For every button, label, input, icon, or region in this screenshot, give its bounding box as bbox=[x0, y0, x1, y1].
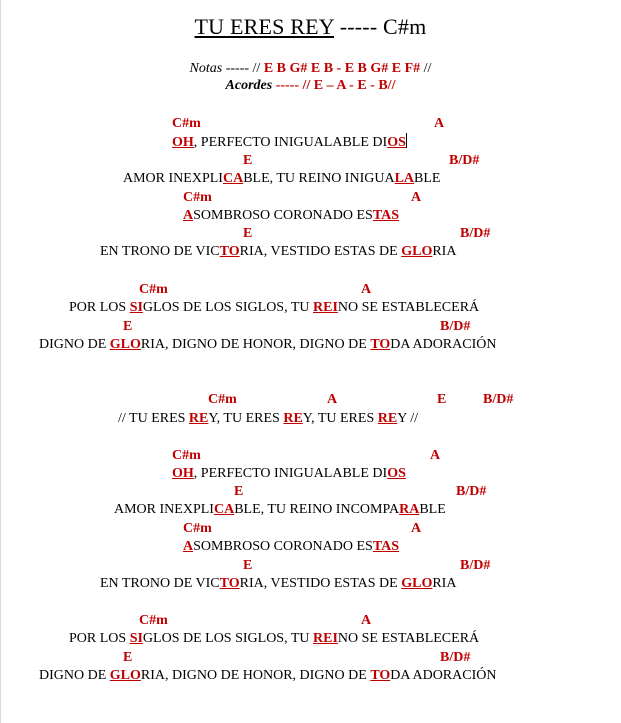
chord: B/D# bbox=[449, 153, 480, 168]
notes-label: Notas bbox=[189, 61, 223, 76]
chord: A bbox=[327, 392, 338, 407]
notes-values: E B G# E B - E B G# E F# bbox=[263, 61, 421, 76]
notes-line bbox=[0, 60, 621, 78]
lyric-highlight: A bbox=[183, 539, 194, 554]
notes-end: // bbox=[420, 61, 432, 76]
lyric-text: SOMBROSO CORONADO ES bbox=[193, 208, 373, 223]
song-title-key: ----- C#m bbox=[334, 14, 427, 39]
chord: C#m bbox=[172, 448, 201, 463]
lyric-text: DIGNO DE bbox=[39, 337, 110, 352]
lyric-highlight: TAS bbox=[372, 208, 400, 223]
lyric-text: POR LOS bbox=[69, 300, 130, 315]
lyric-highlight: OS bbox=[387, 135, 406, 150]
lyric-text: GLOS DE LOS SIGLOS, TU bbox=[142, 300, 314, 315]
chord: A bbox=[411, 521, 422, 536]
lyric-text: EN TRONO DE VIC bbox=[100, 576, 220, 591]
chords-values: // E – A - E - B// bbox=[302, 78, 396, 93]
chord: E bbox=[234, 484, 244, 499]
lyric-highlight: GLO bbox=[401, 244, 433, 259]
text-cursor bbox=[406, 133, 407, 148]
lyric-highlight: RA bbox=[399, 502, 420, 517]
chord: C#m bbox=[183, 521, 212, 536]
chord: E bbox=[243, 226, 253, 241]
lyric-highlight: RE bbox=[377, 411, 398, 426]
lyric-highlight: SI bbox=[129, 631, 143, 646]
chord: C#m bbox=[139, 613, 168, 628]
lyric-text: DA ADORACIÓN bbox=[390, 668, 497, 683]
lyric-line bbox=[123, 170, 440, 188]
lyric-text: SOMBROSO CORONADO ES bbox=[193, 539, 373, 554]
chords-line bbox=[0, 77, 621, 95]
lyric-text: BLE bbox=[419, 502, 446, 517]
chord: E bbox=[437, 392, 447, 407]
lyric-highlight: OH bbox=[172, 466, 194, 481]
chord: A bbox=[434, 116, 445, 131]
lyric-line bbox=[100, 243, 456, 261]
lyric-text: POR LOS bbox=[69, 631, 130, 646]
lyric-line bbox=[100, 575, 456, 593]
lyric-text: RIA, VESTIDO ESTAS DE bbox=[239, 244, 402, 259]
chord: B/D# bbox=[483, 392, 514, 407]
lyric-highlight: TAS bbox=[372, 539, 400, 554]
lyric-text: , PERFECTO INIGUALABLE DI bbox=[193, 135, 388, 150]
lyric-text: BLE bbox=[414, 171, 441, 186]
lyric-text: EN TRONO DE VIC bbox=[100, 244, 220, 259]
lyric-text: BLE, TU REINO INCOMPA bbox=[234, 502, 400, 517]
lyric-line bbox=[183, 207, 399, 225]
notes-separator: ----- // bbox=[222, 61, 264, 76]
lyric-line bbox=[183, 538, 399, 556]
chord: B/D# bbox=[440, 650, 471, 665]
lyric-line bbox=[114, 501, 446, 519]
chords-separator: ----- bbox=[272, 78, 303, 93]
lyric-highlight: OS bbox=[387, 466, 406, 481]
chord: C#m bbox=[183, 190, 212, 205]
page-edge bbox=[0, 0, 1, 723]
chord: E bbox=[243, 558, 253, 573]
lyric-text: AMOR INEXPLI bbox=[123, 171, 223, 186]
lyric-line bbox=[39, 336, 496, 354]
lyric-text: NO SE ESTABLECERÁ bbox=[337, 631, 480, 646]
chord: A bbox=[430, 448, 441, 463]
lyric-highlight: CA bbox=[213, 502, 235, 517]
chord: E bbox=[123, 319, 133, 334]
chord: A bbox=[361, 613, 372, 628]
chord: E bbox=[243, 153, 253, 168]
lyric-text: BLE, TU REINO INIGUA bbox=[243, 171, 395, 186]
lyric-text: , PERFECTO INIGUALABLE DI bbox=[193, 466, 388, 481]
chord: E bbox=[123, 650, 133, 665]
song-title-main: TU ERES REY bbox=[194, 14, 335, 39]
lyric-highlight: REI bbox=[313, 300, 338, 315]
chord: B/D# bbox=[440, 319, 471, 334]
lyric-text: RIA, VESTIDO ESTAS DE bbox=[239, 576, 402, 591]
lyric-highlight: A bbox=[183, 208, 194, 223]
lyric-text: RIA, DIGNO DE HONOR, DIGNO DE bbox=[140, 668, 371, 683]
lyric-text: DA ADORACIÓN bbox=[390, 337, 497, 352]
chords-label: Acordes bbox=[225, 78, 273, 93]
lyric-text: RIA, DIGNO DE HONOR, DIGNO DE bbox=[140, 337, 371, 352]
chord: C#m bbox=[139, 282, 168, 297]
lyric-text: NO SE ESTABLECERÁ bbox=[337, 300, 480, 315]
lyric-text: // TU ERES bbox=[118, 411, 189, 426]
lyric-text: Y, TU ERES bbox=[208, 411, 284, 426]
lyric-text: GLOS DE LOS SIGLOS, TU bbox=[142, 631, 314, 646]
chord: A bbox=[411, 190, 422, 205]
lyric-line bbox=[69, 630, 479, 648]
lyric-text: RIA bbox=[432, 576, 457, 591]
lyric-text: RIA bbox=[432, 244, 457, 259]
song-title bbox=[0, 14, 621, 40]
lyric-highlight: TO bbox=[370, 337, 391, 352]
lyric-highlight: RE bbox=[283, 411, 303, 426]
lyric-highlight: GLO bbox=[109, 337, 141, 352]
lyric-highlight: OH bbox=[172, 135, 194, 150]
chord: B/D# bbox=[460, 226, 491, 241]
lyric-line bbox=[69, 299, 479, 317]
chord: B/D# bbox=[460, 558, 491, 573]
lyric-highlight: LA bbox=[394, 171, 415, 186]
chord: C#m bbox=[208, 392, 237, 407]
lyric-text: DIGNO DE bbox=[39, 668, 110, 683]
lyric-highlight: TO bbox=[219, 576, 240, 591]
chord: A bbox=[361, 282, 372, 297]
lyric-line bbox=[118, 410, 418, 428]
lyric-text: Y, TU ERES bbox=[302, 411, 378, 426]
lyric-line bbox=[172, 465, 406, 483]
lyric-highlight: TO bbox=[370, 668, 391, 683]
lyric-highlight: CA bbox=[222, 171, 244, 186]
lyric-highlight: RE bbox=[188, 411, 209, 426]
lyric-highlight: GLO bbox=[401, 576, 433, 591]
lyric-line bbox=[39, 667, 496, 685]
chord: B/D# bbox=[456, 484, 487, 499]
lyric-text: Y // bbox=[397, 411, 419, 426]
lyric-highlight: GLO bbox=[109, 668, 141, 683]
lyric-highlight: TO bbox=[219, 244, 240, 259]
lyric-highlight: SI bbox=[129, 300, 143, 315]
chord: C#m bbox=[172, 116, 201, 131]
lyric-line bbox=[172, 133, 407, 152]
lyric-text: AMOR INEXPLI bbox=[114, 502, 214, 517]
lyric-highlight: REI bbox=[313, 631, 338, 646]
